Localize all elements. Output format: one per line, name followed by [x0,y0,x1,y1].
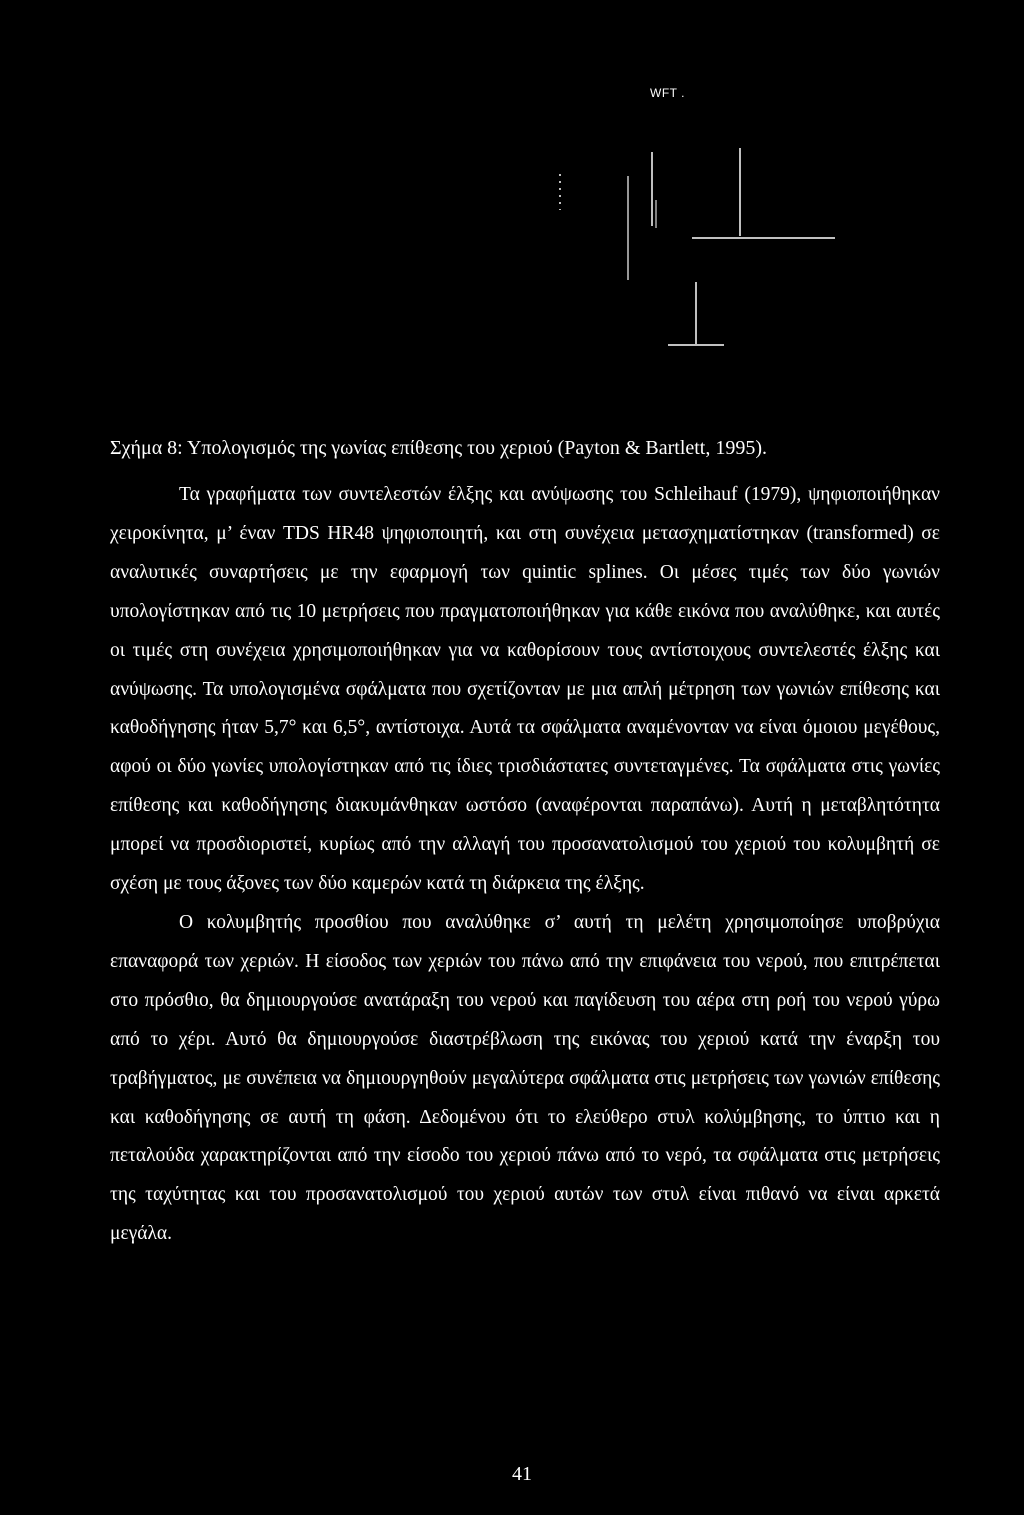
page-number: 41 [512,1463,532,1485]
figure-label: WFT . [650,86,685,100]
paragraph: Τα γραφήματα των συντελεστών έλξης και ανύψωσης του Schleihauf (1979), ψηφιοποιήθηκαν χειροκίνητα, μ’ έναν TDS HR48 ψηφιοποιητή, και στη συνέχεια μετασχηματίστηκαν (transformed) σε αναλυτικές συναρτήσεις με την εφαρμογή των quintic splines. Οι μέσες τιμές των δύο γωνιών υπολογίστηκαν από τις 10 μετρήσεις που πραγματοποιήθηκαν για κάθε εικόνα που αναλύθηκε, και αυτές οι τιμές στη συνέχεια χρησιμοποιήθηκαν για να καθορίσουν τους αντίστοιχους συντελεστές έλξης και ανύψωσης. Τα υπολογισμένα σφάλματα που σχετίζονταν με μια απλή μέτρηση των γωνιών επίθεσης και καθοδήγησης ήταν 5,7° και 6,5°, αντίστοιχα. Αυτά τα σφάλματα αναμένονταν να είναι όμοιου μεγέθους, αφού οι δύο γωνίες υπολογίστηκαν από τις ίδιες τρισδιάστατες συντεταγμένες. Τα σφάλματα στις γωνίες επίθεσης και καθοδήγησης διακυμάνθηκαν ωστόσο (αναφέρονται παραπάνω). Αυτή η μεταβλητότητα μπορεί να προσδιοριστεί, κυρίως από την αλλαγή του προσανατολισμού του χεριού του κολυμβητή σε σχέση με τους άξονες των δύο καμερών κατά τη διάρκεια της έλξης. [110,484,940,895]
figure-diagram [540,130,840,352]
body-text [110,476,940,1254]
figure-caption: Σχήμα 8: Υπολογισμός της γωνίας επίθεσης του χεριού (Payton & Bartlett, 1995). [110,437,768,459]
paragraph: Ο κολυμβητής προσθίου που αναλύθηκε σ’ αυτή τη μελέτη χρησιμοποίησε υποβρύχια επαναφορά των χεριών. Η είσοδος των χεριών του πάνω από την επιφάνεια του νερού, που επιτρέπεται στο πρόσθιο, θα δημιουργούσε ανατάραξη του νερού και παγίδευση του αέρα στη ροή του νερού γύρω από το χέρι. Αυτό θα δημιουργούσε διαστρέβλωση της εικόνας του χεριού κατά την έναρξη του τραβήγματος, με συνέπεια να δημιουργηθούν μεγαλύτερα σφάλματα στις μετρήσεις των γωνιών επίθεσης και καθοδήγησης σε αυτή τη φάση. Δεδομένου ότι το ελεύθερο στυλ κολύμβησης, το ύπτιο και η πεταλούδα χαρακτηρίζονται από την είσοδο του χεριού πάνω από το νερό, τα σφάλματα στις μετρήσεις της ταχύτητας και του προσανατολισμού του χεριού αυτών των στυλ είναι πιθανό να είναι αρκετά μεγάλα. [110,911,940,1245]
